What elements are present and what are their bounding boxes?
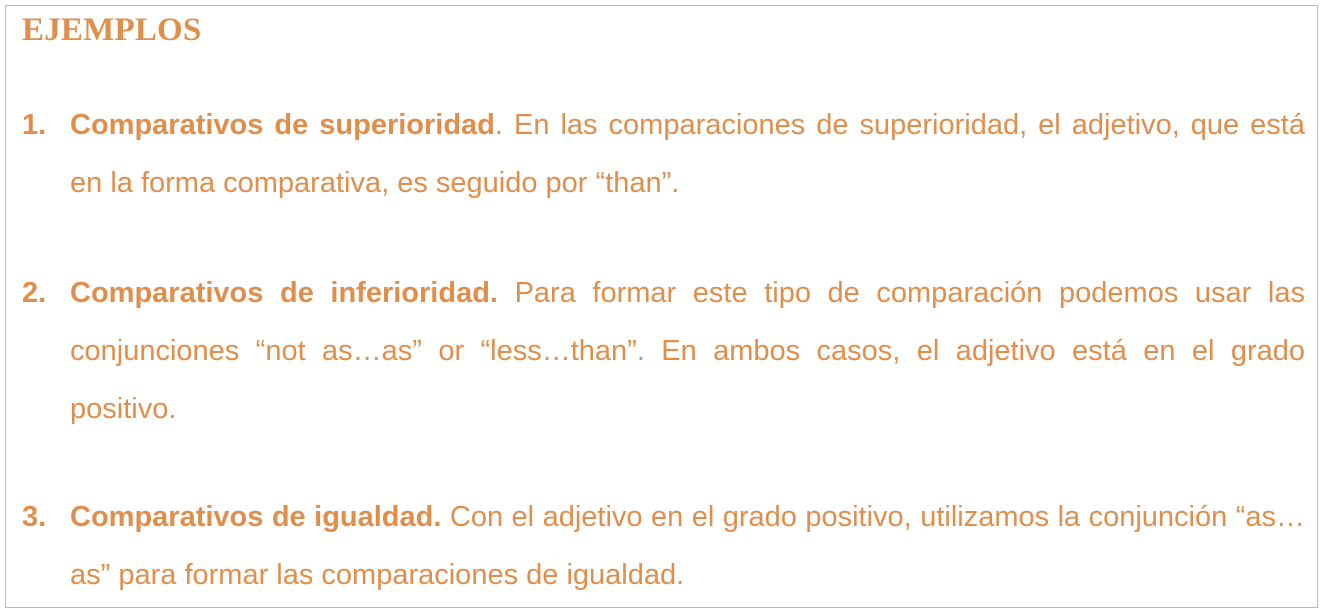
list-item-heading: Comparativos de igualdad. [70, 501, 442, 533]
list-item [22, 264, 1305, 438]
list-item-number: 1. [22, 109, 47, 141]
list-item-body: Con el adjetivo en el grado positivo, utilizamos la conjunción “as…as” para formar las comparaciones de igualdad. [70, 501, 1305, 591]
list-item-text [70, 264, 1305, 438]
list-item-heading: Comparativos de superioridad [70, 109, 495, 141]
list-item-number: 3. [22, 501, 47, 533]
list-item-text [70, 96, 1305, 212]
list-item-text [70, 488, 1305, 604]
list-item-heading: Comparativos de inferioridad. [70, 277, 498, 309]
list-item-number: 2. [22, 277, 47, 309]
list-item-body: Para formar este tipo de comparación podemos usar las conjunciones “not as…as” or “less…than”. En ambos casos, el adjetivo está en el grado positivo. [70, 277, 1305, 425]
page-title: EJEMPLOS [22, 12, 202, 48]
list-item [22, 488, 1305, 604]
list-item-body: . En las comparaciones de superioridad, el adjetivo, que está en la forma comparativa, es seguido por “than”. [70, 109, 1305, 199]
list-item [22, 96, 1305, 212]
